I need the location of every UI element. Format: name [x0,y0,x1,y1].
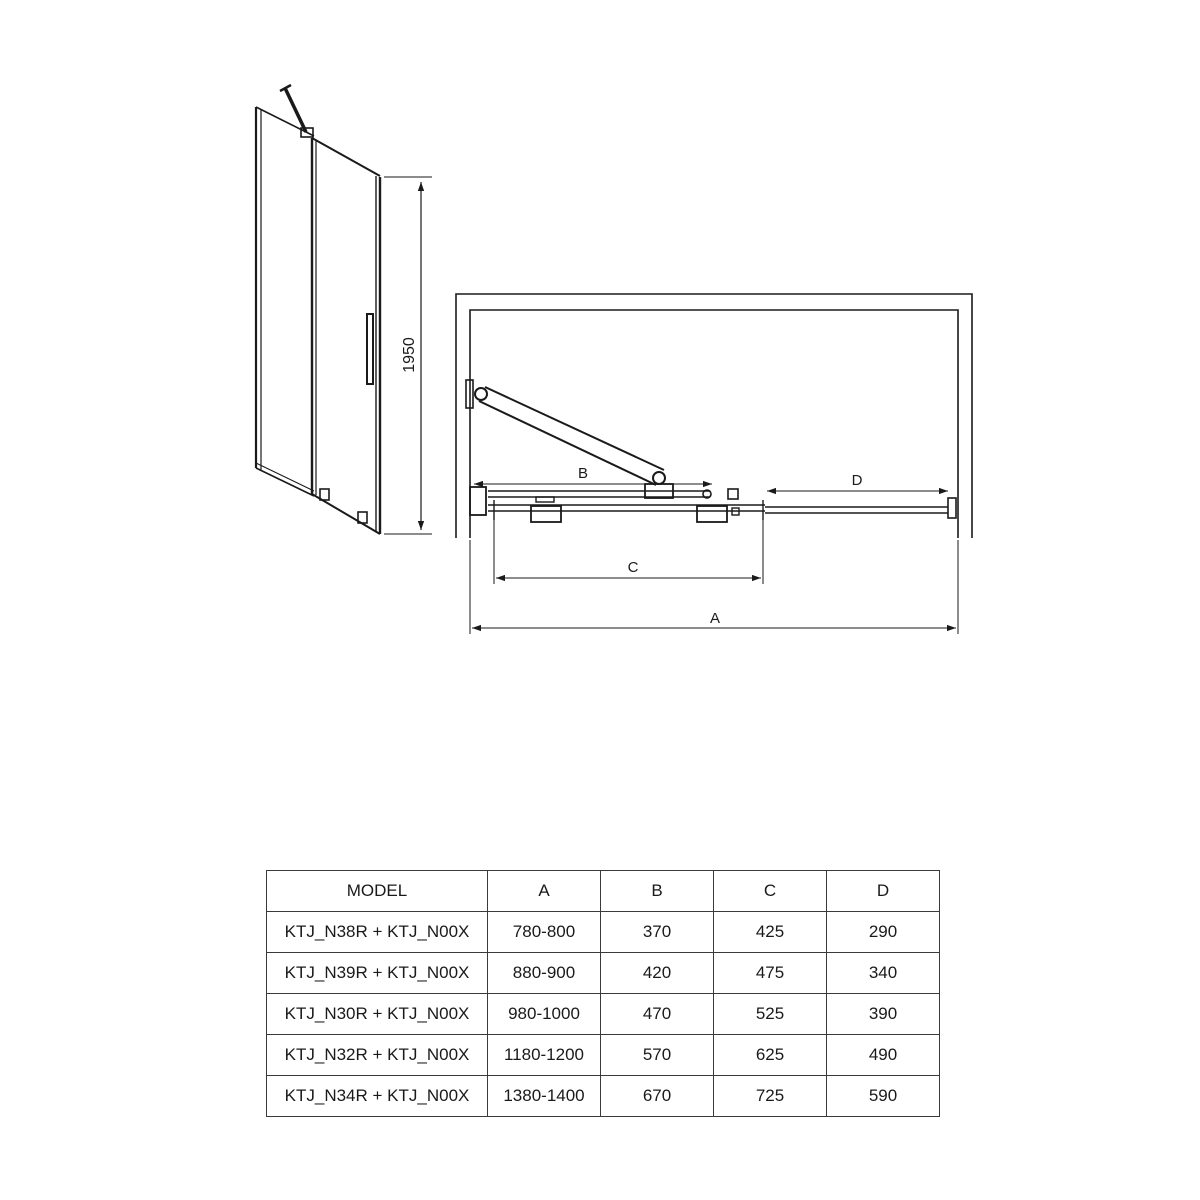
sliding-door [312,138,380,534]
table-cell-model: KTJ_N34R + KTJ_N00X [267,1076,488,1117]
table-cell: 470 [601,994,714,1035]
plan-view [456,294,972,634]
fixed-panel [256,107,314,496]
table-cell-model: KTJ_N38R + KTJ_N00X [267,912,488,953]
dimension-c [494,520,763,584]
table-cell: 780-800 [488,912,601,953]
height-dimension-label: 1950 [401,337,418,373]
table-header-cell: B [601,871,714,912]
table-cell: 525 [714,994,827,1035]
table-cell: 1180-1200 [488,1035,601,1076]
table-row [267,912,940,953]
table-cell-model: KTJ_N30R + KTJ_N00X [267,994,488,1035]
wall-outline [456,294,972,538]
table-cell: 420 [601,953,714,994]
table-header-cell: C [714,871,827,912]
dimension-a [470,540,958,634]
table-cell: 1380-1400 [488,1076,601,1117]
table-cell: 625 [714,1035,827,1076]
height-dimension [384,177,432,534]
table-cell: 880-900 [488,953,601,994]
table-cell: 590 [827,1076,940,1117]
stabiliser-bar [280,85,313,137]
table-cell-model: KTJ_N32R + KTJ_N00X [267,1035,488,1076]
door-handle [367,314,373,384]
table-cell: 490 [827,1035,940,1076]
table-header-cell: D [827,871,940,912]
table-cell: 290 [827,912,940,953]
table-cell: 725 [714,1076,827,1117]
stabiliser-arm [466,380,673,498]
table-cell: 390 [827,994,940,1035]
table-cell: 670 [601,1076,714,1117]
table-row [267,953,940,994]
dimension-d [767,472,948,491]
side-view [256,85,432,534]
dimension-c-label: C [627,559,639,576]
table-row [267,1076,940,1117]
table-cell: 980-1000 [488,994,601,1035]
table-cell-model: KTJ_N39R + KTJ_N00X [267,953,488,994]
dimension-d-label: D [851,472,863,489]
table-cell: 340 [827,953,940,994]
dimensions-table [266,870,940,1117]
table-cell: 570 [601,1035,714,1076]
table-row [267,994,940,1035]
door-profiles [470,487,956,522]
dimension-a-label: A [709,610,721,627]
table-header-row [267,871,940,912]
table-header-cell: MODEL [267,871,488,912]
dimension-b-label: B [577,465,589,482]
table-row [267,1035,940,1076]
table-cell: 370 [601,912,714,953]
table-cell: 475 [714,953,827,994]
dimension-b [474,465,712,484]
table-header-cell: A [488,871,601,912]
table-cell: 425 [714,912,827,953]
